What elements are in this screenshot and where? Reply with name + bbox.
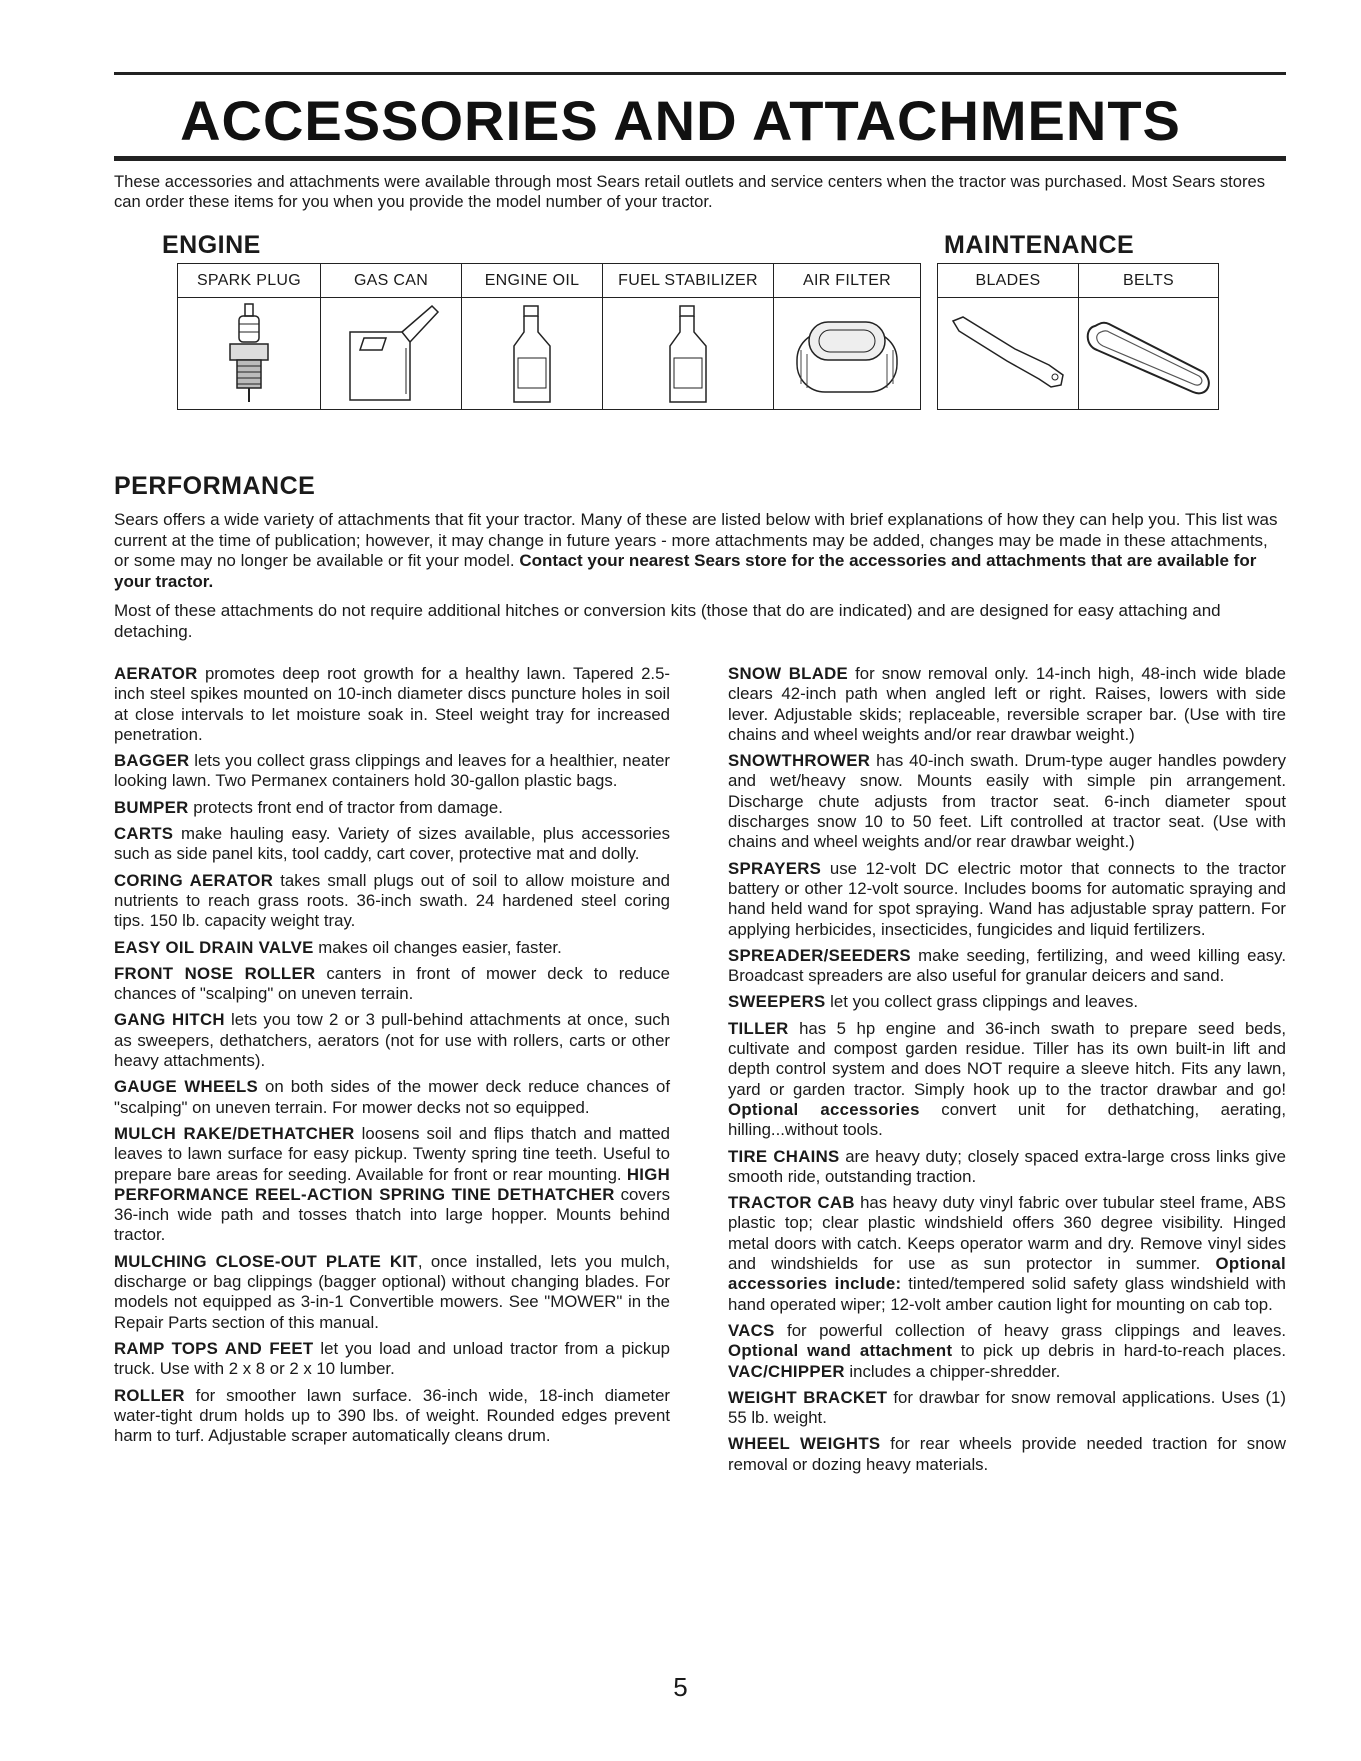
list-item-snowthrower: SNOWTHROWER has 40-inch swath. Drum-type auger handles powdery and wet/heavy snow. Mounts easily with simple pin arrangement. Discharge chute adjusts from tractor seat. 6-inch diameter spout discharges snow 10 to 50 feet. Lift controlled at tractor seat. (Use with chains and wheel weights and/or rear drawbar weight.)	[728, 751, 1286, 852]
spark-plug-cell	[178, 298, 321, 410]
list-item-weight-bracket: WEIGHT BRACKET for drawbar for snow removal applications. Uses (1) 55 lb. weight.	[728, 1387, 1286, 1428]
right-column	[728, 664, 1286, 1481]
list-item-snow-blade: SNOW BLADE for snow removal only. 14-inch high, 48-inch wide blade clears 42-inch path when angled left or right. Raises, lowers with side lever. Adjustable skids; replaceable, reversible scraper bar. (Use with tire chains and wheel weights and/or rear drawbar weight.)	[728, 664, 1286, 744]
list-item-gauge-wheels: GAUGE WHEELS on both sides of the mower deck reduce chances of "scalping" on uneven terrain. For mower decks not so equipped.	[114, 1077, 670, 1117]
blades-label: BLADES	[938, 264, 1079, 298]
list-item-easy-oil-drain-valve: EASY OIL DRAIN VALVE makes oil changes easier, faster.	[114, 937, 562, 957]
title-underline	[114, 156, 1286, 161]
intro-paragraph: These accessories and attachments were available through most Sears retail outlets and service centers when the tractor was purchased. Most Sears stores can order these items for you when you provide the model number of your tractor.	[114, 172, 1266, 211]
list-item-front-nose-roller: FRONT NOSE ROLLER canters in front of mower deck to reduce chances of "scalping" on uneven terrain.	[114, 963, 671, 1004]
mower-blade-icon	[945, 309, 1071, 399]
list-item-tiller: TILLER has 5 hp engine and 36-inch swath to prepare seed beds, cultivate and compost garden residue. Tiller has its own built-in lift and depth control system and does NOT require a sleeve hitch. Fits any lawn, yard or garden tractor. Simply hook up to the tractor drawbar and go! Optional accessories convert unit for dethatching, aerating, hilling...without tools.	[728, 1018, 1286, 1140]
list-item-mulch-rake-dethatcher: MULCH RAKE/DETHATCHER loosens soil and flips thatch and matted leaves to lawn surface for easy pickup. Twenty spring tine teeth. Useful to prepare bare areas for seeding. Available for front or rear mounting. HIGH PERFORMANCE REEL-ACTION SPRING TINE DETHATCHER covers 36-inch wide path and tosses thatch into large hopper. Mounts behind tractor.	[114, 1123, 671, 1245]
list-item-gang-hitch: GANG HITCH lets you tow 2 or 3 pull-behind attachments at once, such as sweepers, dethatchers, aerators (not for use with rollers, carts or other heavy attachments).	[114, 1010, 670, 1071]
performance-intro	[114, 510, 1286, 651]
engine-heading: ENGINE	[162, 231, 261, 259]
maintenance-heading: MAINTENANCE	[944, 231, 1135, 259]
fuel-stabilizer-cell	[603, 298, 774, 410]
performance-hitch-note: Most of these attachments do not require additional hitches or conversion kits (those that do are indicated) and are designed for easy attaching and detaching.	[114, 601, 1221, 641]
performance-heading: PERFORMANCE	[114, 472, 316, 500]
list-item-mulching-close-out-plate-kit: MULCHING CLOSE-OUT PLATE KIT, once installed, lets you mulch, discharge or bag clippings (bagger optional) without changing blades. For models not equipped as 3-in-1 Convertible mowers. See "MOWER" in the Repair Parts section of this manual.	[114, 1251, 670, 1332]
performance-bold-text: Contact your nearest Sears store for the accessories and attachments that are available for your tractor.	[114, 551, 1257, 591]
fuel-stabilizer-bottle-icon	[658, 302, 718, 406]
left-column	[114, 664, 670, 1452]
performance-paragraph	[114, 510, 1286, 592]
drive-belt-icon	[1081, 306, 1217, 402]
list-item-sweepers: SWEEPERS let you collect grass clippings and leaves.	[728, 992, 1139, 1012]
performance-text: Sears offers a wide variety of attachments that fit your tractor. Many of these are listed below with brief explanations of how they can help you. This list was current at the time of publication; however, it may change in future years - more attachments may be added, changes may be made in these attachments, or some may no longer be available or fit your model.	[114, 510, 1278, 570]
list-item-wheel-weights: WHEEL WEIGHTS for rear wheels provide needed traction for snow removal or dozing heavy materials.	[728, 1434, 1286, 1474]
gas-can-cell	[321, 298, 462, 410]
list-item-tire-chains: TIRE CHAINS are heavy duty; closely spaced extra-large cross links give smooth ride, outstanding traction.	[728, 1146, 1286, 1186]
page-number: 5	[673, 1672, 688, 1702]
air-filter-icon	[791, 306, 903, 402]
spark-plug-icon	[224, 302, 274, 406]
belts-cell	[1079, 298, 1219, 410]
list-item-aerator: AERATOR promotes deep root growth for a healthy lawn. Tapered 2.5-inch steel spikes mounted on 10-inch diameter discs puncture holes in soil at close intervals to let moisture soak in. Steel weight tray for increased penetration.	[114, 664, 670, 744]
engine-parts-table	[177, 263, 921, 410]
spark-plug-label: SPARK PLUG	[178, 264, 321, 298]
engine-oil-label: ENGINE OIL	[462, 264, 603, 298]
list-item-tractor-cab: TRACTOR CAB has heavy duty vinyl fabric over tubular steel frame, ABS plastic top; clear plastic windshield offers 360 degree visibility. Hinged metal doors with catch. Keeps operator warm and dry. Remove vinyl sides and windshields for use as sun protector in summer. Optional accessories include: tinted/tempered solid safety glass windshield with hand operated wiper; 12-volt amber caution light for mounting on cab top.	[728, 1193, 1286, 1314]
list-item-bagger: BAGGER lets you collect grass clippings and leaves for a healthier, neater looking lawn. Two Permanex containers hold 30-gallon plastic bags.	[114, 751, 670, 791]
list-item-ramp-tops-and-feet: RAMP TOPS AND FEET let you load and unload tractor from a pickup truck. Use with 2 x 8 or 2 x 10 lumber.	[114, 1338, 670, 1379]
air-filter-cell	[774, 298, 921, 410]
gas-can-icon	[336, 302, 446, 406]
list-item-spreader-seeders: SPREADER/SEEDERS make seeding, fertilizing, and weed killing easy. Broadcast spreaders are also useful for granular deicers and sand.	[728, 945, 1286, 986]
blades-cell	[938, 298, 1079, 410]
maintenance-parts-table	[937, 263, 1219, 410]
fuel-stabilizer-label: FUEL STABILIZER	[603, 264, 774, 298]
engine-oil-bottle-icon	[502, 302, 562, 406]
list-item-sprayers: SPRAYERS use 12-volt DC electric motor that connects to the tractor battery or other 12-volt source. Includes booms for automatic spraying and hand held wand for spot spraying. Wand has adjustable spray pattern. For applying herbicides, insecticides, fungicides and liquid fertilizers.	[728, 858, 1286, 939]
engine-oil-cell	[462, 298, 603, 410]
list-item-vacs: VACS for powerful collection of heavy grass clippings and leaves. Optional wand attachment to pick up debris in hard-to-reach places. VAC/CHIPPER includes a chipper-shredder.	[728, 1320, 1286, 1381]
page-title: ACCESSORIES AND ATTACHMENTS	[180, 89, 1181, 152]
list-item-roller: ROLLER for smoother lawn surface. 36-inch wide, 18-inch diameter water-tight drum holds up to 390 lbs. of weight. Rounded edges prevent harm to turf. Adjustable scraper automatically cleans drum.	[114, 1385, 670, 1446]
air-filter-label: AIR FILTER	[774, 264, 921, 298]
gas-can-label: GAS CAN	[321, 264, 462, 298]
list-item-coring-aerator: CORING AERATOR takes small plugs out of soil to allow moisture and nutrients to reach grass roots. 36-inch swath. 24 hardened steel coring tips. 150 lb. capacity weight tray.	[114, 870, 670, 931]
belts-label: BELTS	[1079, 264, 1219, 298]
list-item-carts: CARTS make hauling easy. Variety of sizes available, plus accessories such as side panel kits, tool caddy, cart cover, protective mat and dolly.	[114, 824, 670, 864]
top-rule	[114, 72, 1286, 75]
list-item-bumper: BUMPER protects front end of tractor from damage.	[114, 797, 503, 817]
